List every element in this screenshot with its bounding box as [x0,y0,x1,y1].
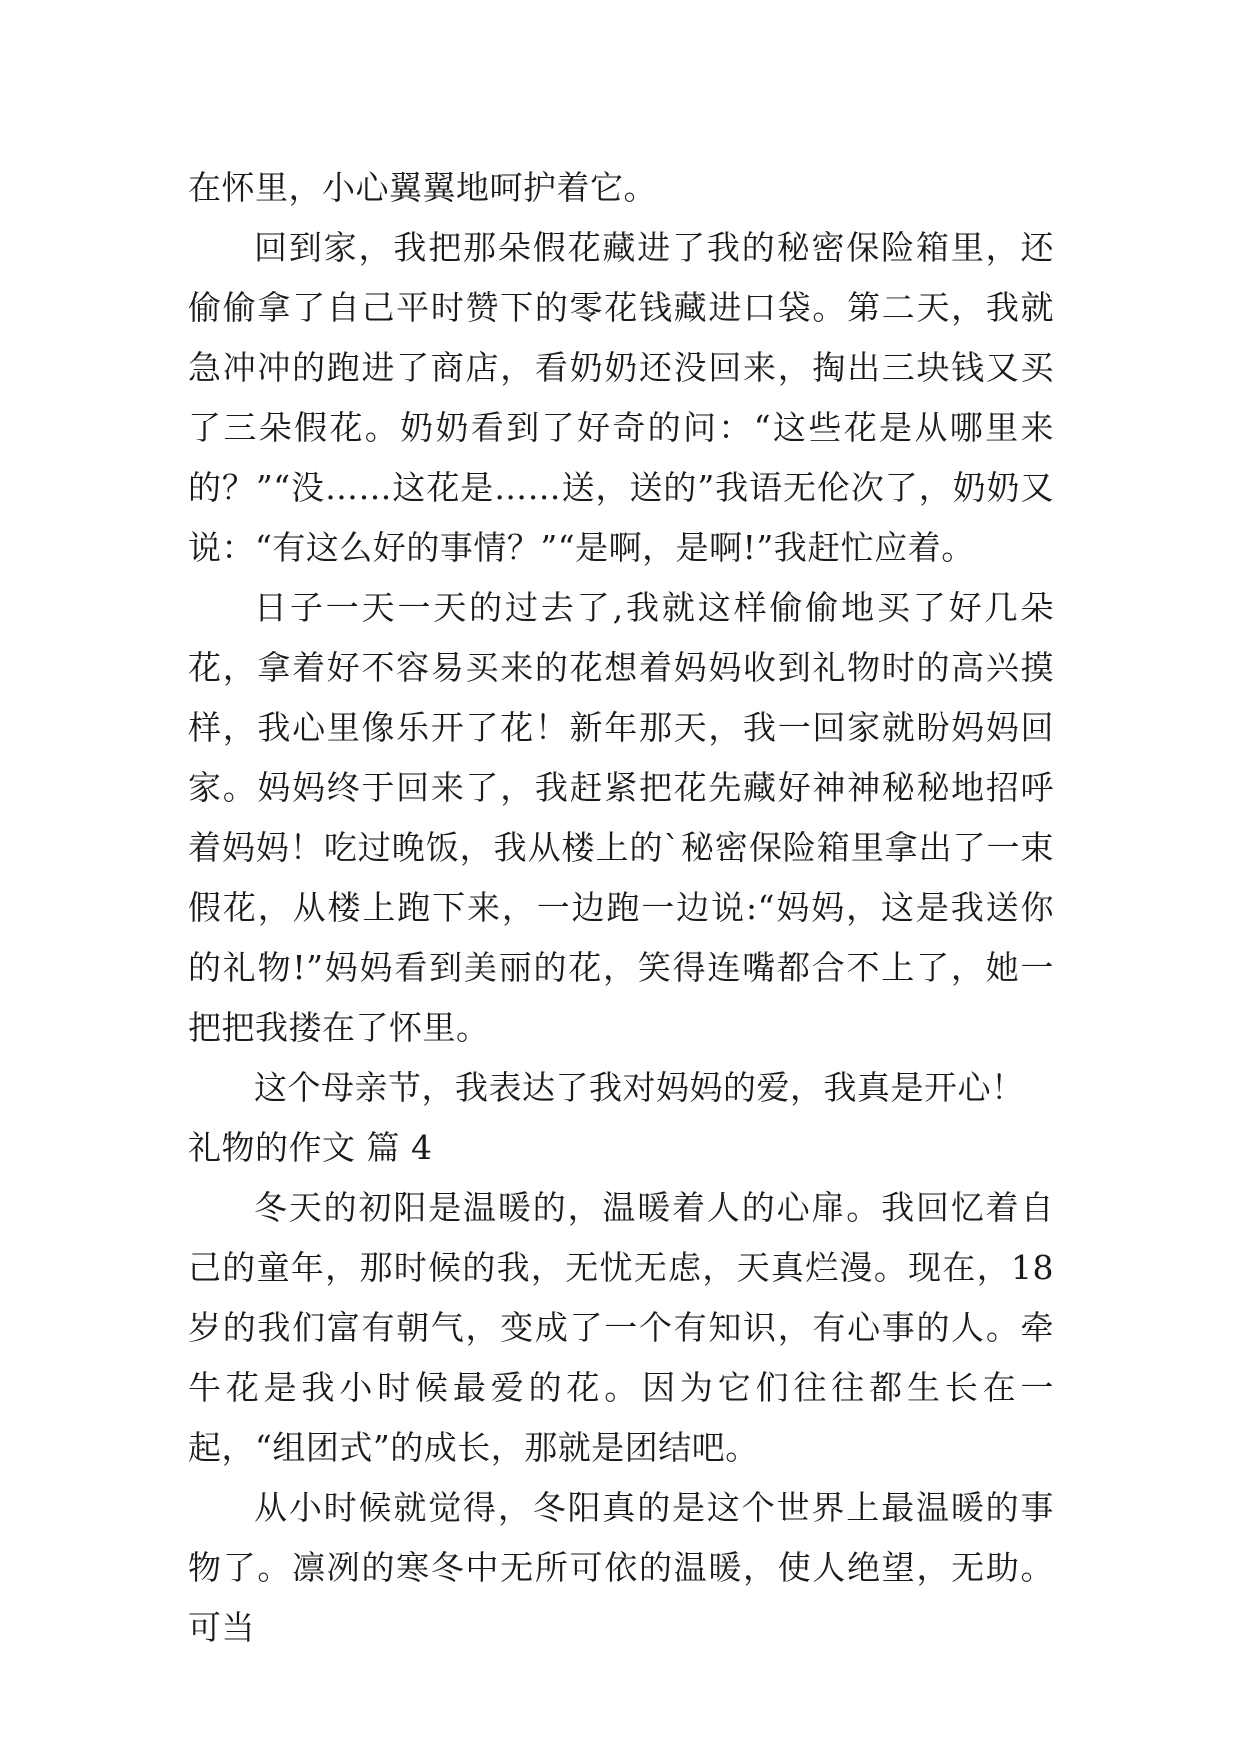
paragraph: 日子一天一天的过去了,我就这样偷偷地买了好几朵花，拿着好不容易买来的花想着妈妈收到礼物时的高兴摸样，我心里像乐开了花！新年那天，我一回家就盼妈妈回家。妈妈终于回来了，我赶紧把花先藏好神神秘秘地招呼着妈妈！吃过晚饭，我从楼上的`秘密保险箱里拿出了一束假花，从楼上跑下来，一边跑一边说:“妈妈，这是我送你的礼物!”妈妈看到美丽的花，笑得连嘴都合不上了，她一把把我搂在了怀里。 [188,588,1054,1047]
paragraph: 从小时候就觉得，冬阳真的是这个世界上最温暖的事物了。凛冽的寒冬中无所可依的温暖，使人绝望，无助。可当 [188,1488,1054,1647]
document-body [188,158,1054,1658]
paragraph: 冬天的初阳是温暖的，温暖着人的心扉。我回忆着自己的童年，那时候的我，无忧无虑，天真烂漫。现在，18 岁的我们富有朝气，变成了一个有知识，有心事的人。牵牛花是我小时候最爱的花。因为它们往往都生长在一起，“组团式”的成长，那就是团结吧。 [188,1188,1054,1467]
section-heading: 礼物的作文 篇 4 [188,1128,433,1167]
paragraph-continued: 在怀里，小心翼翼地呵护着它。 [188,168,657,207]
paragraph: 回到家，我把那朵假花藏进了我的秘密保险箱里，还偷偷拿了自己平时赞下的零花钱藏进口袋。第二天，我就急冲冲的跑进了商店，看奶奶还没回来，掏出三块钱又买了三朵假花。奶奶看到了好奇的问：“这些花是从哪里来的？”“没……这花是……送，送的”我语无伦次了，奶奶又说：“有这么好的事情？”“是啊，是啊!”我赶忙应着。 [188,228,1054,567]
paragraph: 这个母亲节，我表达了我对妈妈的爱，我真是开心！ [254,1068,1025,1107]
